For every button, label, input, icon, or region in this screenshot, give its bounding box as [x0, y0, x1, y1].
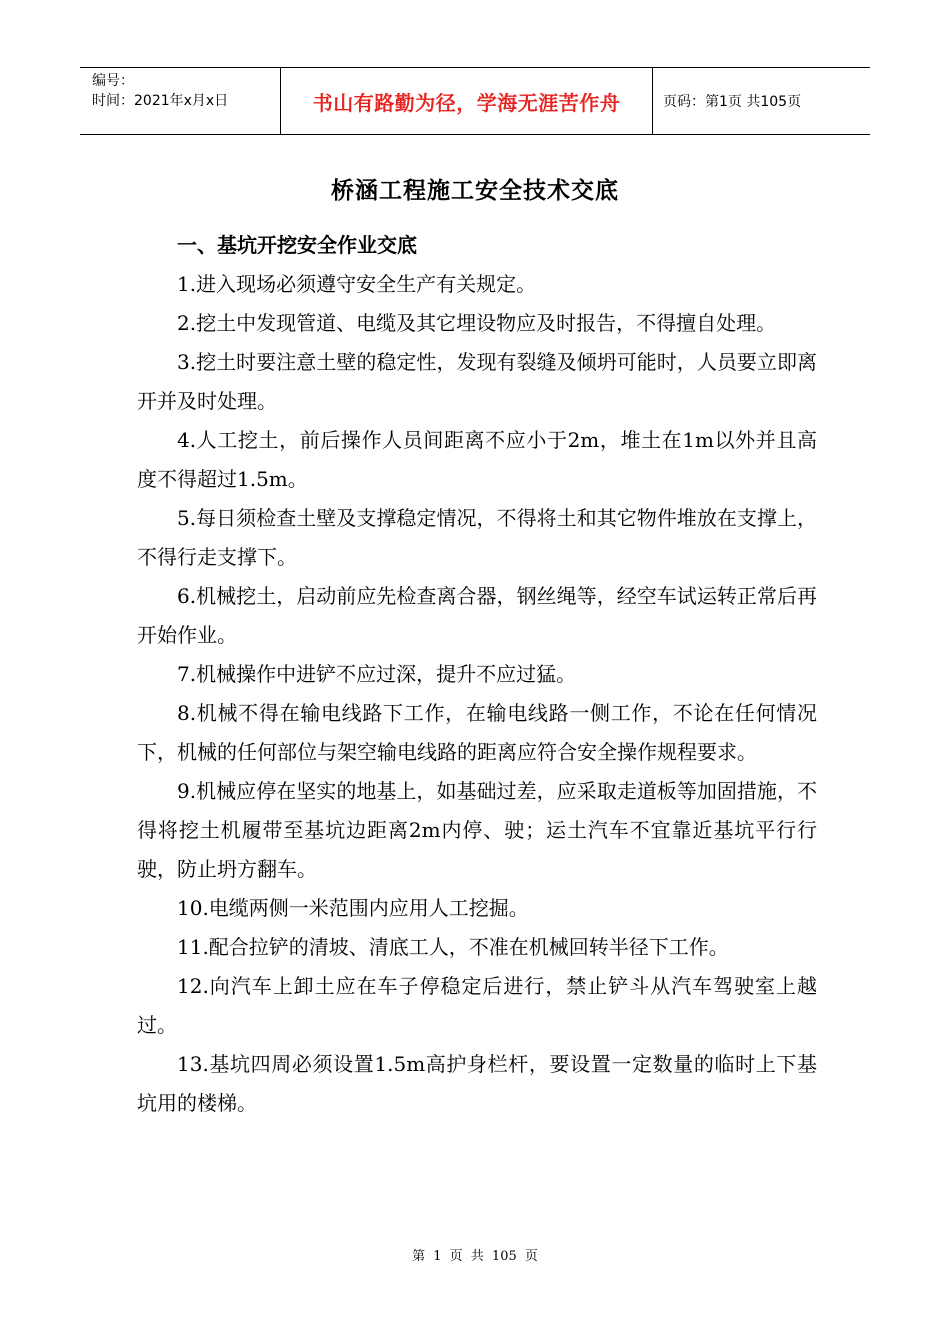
paragraph: 12.向汽车上卸土应在车子停稳定后进行，禁止铲斗从汽车驾驶室上越过。 — [137, 974, 817, 1037]
motto-text: 书山有路勤为径，学海无涯苦作舟 — [312, 90, 621, 115]
paragraph: 13.基坑四周必须设置1.5m高护身栏杆，要设置一定数量的临时上下基坑用的楼梯。 — [137, 1052, 817, 1115]
number-label: 编号： — [92, 73, 134, 89]
page-footer: 第 1 页 共 105 页 — [412, 1249, 538, 1264]
document-body — [137, 226, 817, 1123]
paragraph: 9.机械应停在坚实的地基上，如基础过差，应采取走道板等加固措施，不得将挖土机履带至基坑边距离2m内停、驶；运土汽车不宜靠近基坑平行行驶，防止坍方翻车。 — [137, 779, 817, 881]
document-header — [80, 67, 870, 135]
paragraph: 8.机械不得在输电线路下工作，在输电线路一侧工作，不论在任何情况下，机械的任何部位与架空输电线路的距离应符合安全操作规程要求。 — [137, 701, 817, 764]
paragraph: 11.配合拉铲的清坡、清底工人，不准在机械回转半径下工作。 — [177, 935, 729, 959]
paragraph: 3.挖土时要注意土壁的稳定性，发现有裂缝及倾坍可能时，人员要立即离开并及时处理。 — [137, 350, 817, 413]
paragraph: 6.机械挖土，启动前应先检查离合器，钢丝绳等，经空车试运转正常后再开始作业。 — [137, 584, 817, 647]
header-meta — [80, 68, 280, 134]
section-heading: 一、基坑开挖安全作业交底 — [177, 233, 417, 257]
paragraph: 1.进入现场必须遵守安全生产有关规定。 — [177, 272, 537, 296]
document-title: 桥涵工程施工安全技术交底 — [331, 177, 619, 204]
paragraph: 5.每日须检查土壁及支撑稳定情况，不得将土和其它物件堆放在支撑上，不得行走支撑下。 — [137, 506, 817, 569]
paragraph: 7.机械操作中进铲不应过深，提升不应过猛。 — [177, 662, 577, 686]
header-page-info — [653, 68, 870, 134]
paragraph: 4.人工挖土，前后操作人员间距离不应小于2m，堆土在1m以外并且高度不得超过1.5m。 — [137, 428, 817, 491]
paragraph: 2.挖土中发现管道、电缆及其它埋设物应及时报告，不得擅自处理。 — [177, 311, 777, 335]
page-info-text: 页码：第1页 共105页 — [663, 94, 802, 110]
paragraph: 10.电缆两侧一米范围内应用人工挖掘。 — [177, 896, 529, 920]
date-label: 时间：2021年x月x日 — [92, 93, 229, 109]
header-motto-cell — [280, 68, 653, 134]
